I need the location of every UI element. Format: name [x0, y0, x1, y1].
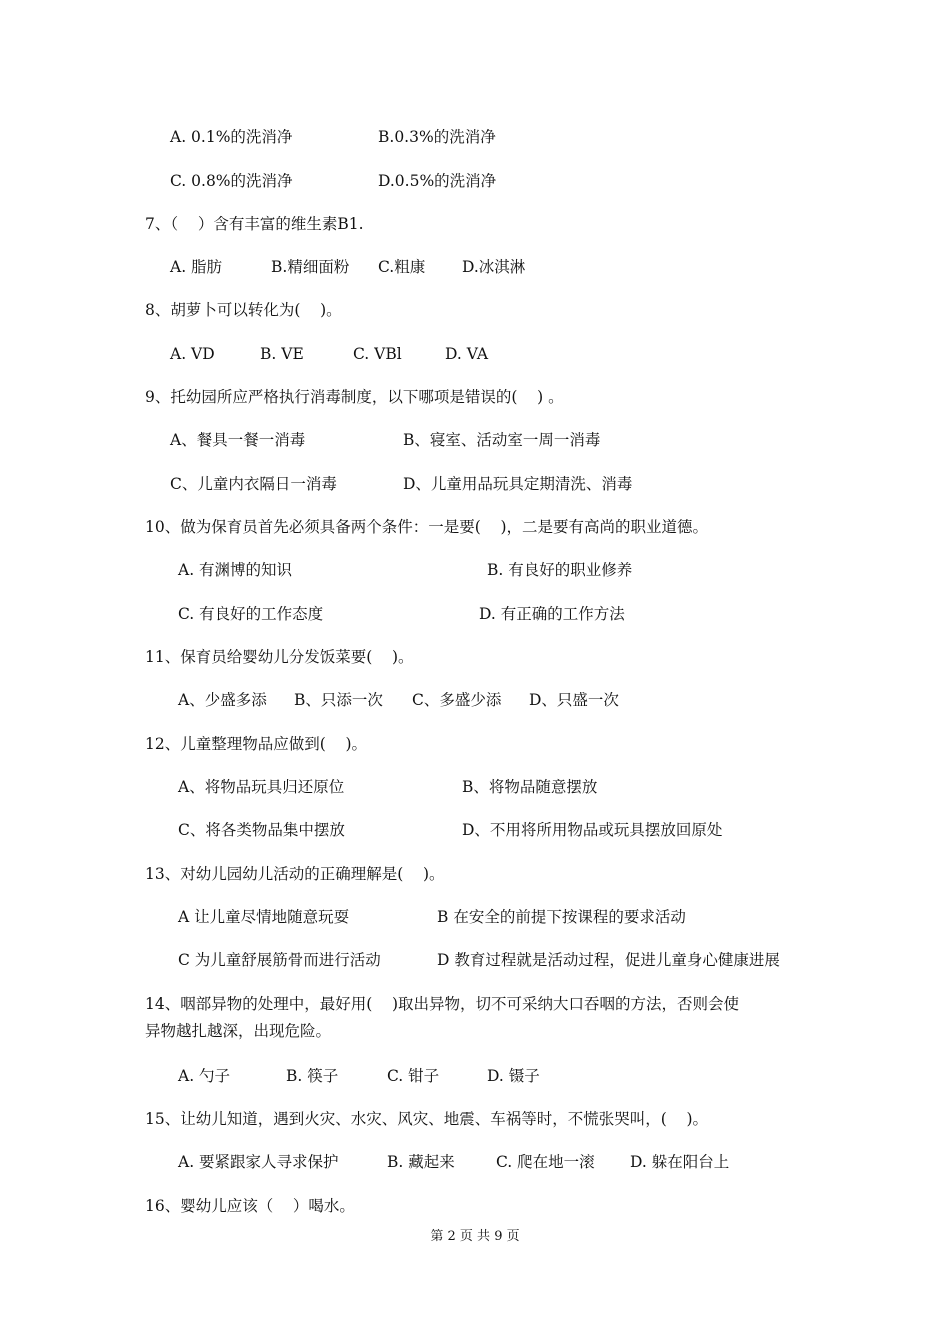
option-c: C. 有良好的工作态度 — [178, 605, 324, 623]
option-d: D 教育过程就是活动过程，促进儿童身心健康进展 — [437, 951, 780, 969]
option-a: A. 0.1%的洗消净 — [170, 128, 293, 146]
option-c: C 为儿童舒展筋骨而进行活动 — [178, 951, 381, 969]
option-a: A、少盛多添 — [178, 691, 267, 709]
question-9: 9、托幼园所应严格执行消毒制度，以下哪项是错误的( ) 。 — [145, 388, 564, 406]
option-b: B、将物品随意摆放 — [462, 778, 598, 796]
option-c: C、将各类物品集中摆放 — [178, 821, 345, 839]
option-a: A. 有渊博的知识 — [178, 561, 293, 579]
option-d: D.0.5%的洗消净 — [378, 172, 497, 190]
option-b: B. 有良好的职业修养 — [487, 561, 633, 579]
option-b: B、只添一次 — [294, 691, 383, 709]
question-14-continued: 异物越扎越深，出现危险。 — [145, 1022, 332, 1040]
page-footer: 第 2 页 共 9 页 — [430, 1229, 520, 1244]
option-c: C、多盛少添 — [412, 691, 502, 709]
option-c: C. 0.8%的洗消净 — [170, 172, 293, 190]
question-14: 14、咽部异物的处理中，最好用( )取出异物，切不可采纳大口吞咽的方法，否则会使 — [145, 995, 740, 1013]
option-c: C. VBl — [353, 345, 402, 363]
question-12: 12、儿童整理物品应做到( )。 — [145, 735, 368, 753]
option-d: D. 有正确的工作方法 — [479, 605, 625, 623]
option-c: C. 爬在地一滚 — [496, 1153, 595, 1171]
option-a: A. 要紧跟家人寻求保护 — [178, 1153, 339, 1171]
option-a: A. 脂肪 — [170, 258, 223, 276]
question-13: 13、对幼儿园幼儿活动的正确理解是( )。 — [145, 865, 445, 883]
option-d: D.冰淇淋 — [462, 258, 526, 276]
option-b: B.精细面粉 — [271, 258, 350, 276]
option-a: A. 勺子 — [178, 1067, 231, 1085]
option-d: D. 镊子 — [487, 1067, 540, 1085]
option-d: D. VA — [445, 345, 489, 363]
option-c: C、儿童内衣隔日一消毒 — [170, 475, 337, 493]
option-d: D. 躲在阳台上 — [630, 1153, 730, 1171]
option-b: B 在安全的前提下按课程的要求活动 — [437, 908, 686, 926]
question-7: 7、（ ）含有丰富的维生素B1. — [145, 215, 364, 233]
question-15: 15、让幼儿知道，遇到火灾、水灾、风灾、地震、车祸等时，不慌张哭叫，( )。 — [145, 1110, 709, 1128]
option-d: D、儿童用品玩具定期清洗、消毒 — [403, 475, 633, 493]
option-b: B、寝室、活动室一周一消毒 — [403, 431, 601, 449]
question-11: 11、保育员给婴幼儿分发饭菜要( )。 — [145, 648, 414, 666]
option-a: A. VD — [170, 345, 215, 363]
option-b: B.0.3%的洗消净 — [378, 128, 496, 146]
option-a: A 让儿童尽情地随意玩耍 — [178, 908, 350, 926]
option-a: A、将物品玩具归还原位 — [178, 778, 345, 796]
question-8: 8、胡萝卜可以转化为( )。 — [145, 301, 342, 319]
option-d: D、不用将所用物品或玩具摆放回原处 — [462, 821, 723, 839]
option-d: D、只盛一次 — [529, 691, 619, 709]
option-a: A、餐具一餐一消毒 — [170, 431, 306, 449]
option-c: C.粗康 — [378, 258, 426, 276]
option-b: B. 筷子 — [286, 1067, 339, 1085]
question-10: 10、做为保育员首先必须具备两个条件：一是要( )，二是要有高尚的职业道德。 — [145, 518, 709, 536]
question-16: 16、婴幼儿应该（ ）喝水。 — [145, 1197, 355, 1215]
option-c: C. 钳子 — [387, 1067, 440, 1085]
option-b: B. 藏起来 — [387, 1153, 455, 1171]
option-b: B. VE — [260, 345, 304, 363]
